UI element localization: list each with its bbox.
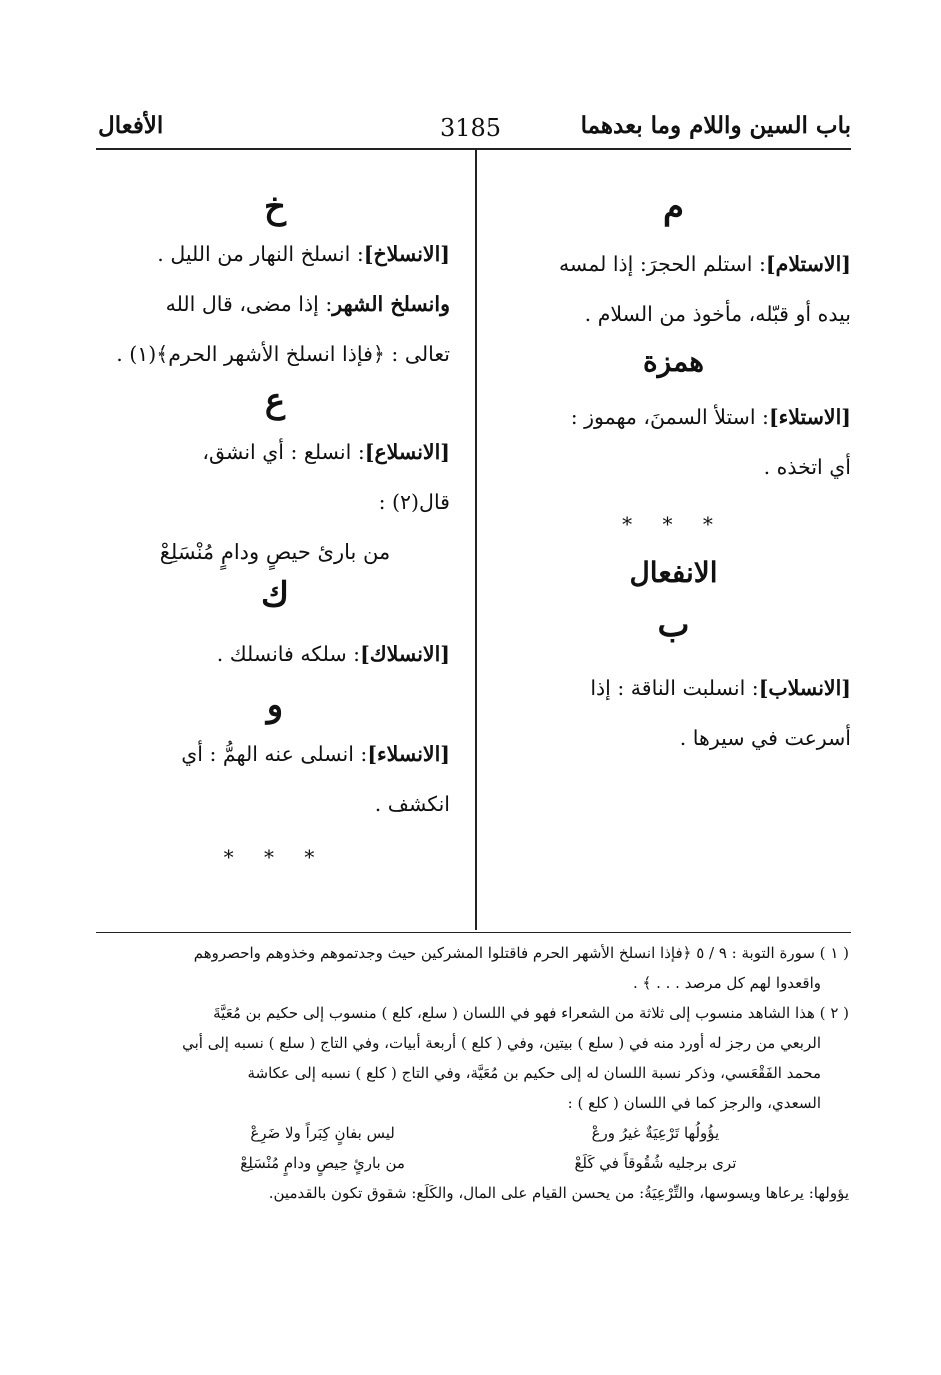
term-insila: [الانسلاع] [364,440,450,464]
term-insila2: [الانسلاء] [367,742,450,766]
poem-2-second-hemistich: من بارئٍ حِيصٍ ودامٍ مُنْسَلِعْ [240,1154,405,1172]
verse-line: من بارئ حيصٍ ودامٍ مُنْسَلِعْ [159,540,391,564]
poem-1-first-hemistich: يؤُولُها تَرْعِيَةٌ غيرُ ورعْ [591,1124,720,1142]
heading-infial: الانفعال [629,556,718,589]
entry-istila [496,392,851,492]
entry-istilam [496,239,851,339]
footnote-2-line-1: ( ٢ ) هذا الشاهد منسوب إلى ثلاثة من الشعراء فهو في اللسان ( سلع، كلع ) منسوب إلى حكيم بن مُعَيَّةَ [213,1004,849,1022]
letter-ain: ع [264,381,286,421]
insilab-text-1: : انسلبت الناقة : إذا [590,676,759,700]
poem-row-1 [109,1118,849,1148]
istilam-text-2: بيده أو قبّله، مأخوذ من السلام . [584,302,851,326]
term-insilab: [الانسلاب] [758,676,851,700]
entry-insila [100,427,450,527]
term-insilakh: [الانسلاخ] [363,242,450,266]
istilam-text-1: : استلم الحجرَ: إذا لمسه [558,252,766,276]
insilakh-text-3: تعالى : ﴿فإذا انسلخ الأشهر الحرم﴾(١) . [116,342,450,366]
letter-kha: خ [264,187,286,227]
poem-row-2 [109,1148,849,1178]
insilakh-text-2-bold: وانسلخ الشهر [332,292,450,316]
column-divider [475,150,477,930]
entry-insilab [496,663,851,763]
entry-insilakh [100,229,450,379]
entry-insilak [100,629,450,679]
insilakh-text-2: : إذا مضى، قال الله [165,292,333,316]
insila2-text-1: : انسلى عنه الهمُّ : أي [181,742,368,766]
insilab-text-2: أسرعت في سيرها . [679,726,851,750]
letter-ba: ب [657,605,690,645]
separator-stars: * * * [622,512,725,536]
footnote-1-line-1: ( ١ ) سورة التوبة : ٩ / ٥ ﴿فإذا انسلخ الأشهر الحرم فاقتلوا المشركين حيث وجدتموهم وخذوهم واحصروهم [193,944,849,962]
letter-kaf: ك [260,575,290,615]
heading-hamza: همزة [642,345,705,378]
letter-waw: و [266,685,284,725]
insilak-text: : سلكه فانسلك . [216,642,361,666]
letter-meem: م [662,187,685,227]
footnotes [109,938,849,1208]
insila-text-2: قال(٢) : [378,490,450,514]
chapter-title: باب السين واللام وما بعدهما [580,112,851,139]
insilakh-text-1: : انسلخ النهار من الليل . [157,242,364,266]
entry-insila2 [100,729,450,829]
istila-text-1: : استلأ السمنَ، مهموز : [570,405,769,429]
poem-1-second-hemistich: ليس بفانٍ كِبَراً ولا ضَرِعْ [250,1124,395,1142]
footnote-1-line-2: واقعدوا لهم كل مرصد . . . ﴾ . [633,974,821,992]
insila2-text-2: انكشف . [374,792,450,816]
separator-stars-left: * * * [223,845,327,869]
footnote-gloss: يؤولها: يرعاها ويسوسها، والتِّرْعِيَةُ: من يحسن القيام على المال، والكَلَع: شقوق تكون بالقدمين. [268,1184,849,1202]
term-istilam: [الاستلام] [765,252,851,276]
term-istila: [الاستلاء] [768,405,851,429]
footnote-2-line-3: محمد الفَقْعَسي، وذكر نسبة اللسان له إلى حكيم بن مُعَيَّة، وفي التاج ( كلع ) نسبه إلى عكاشة [247,1064,821,1082]
footnote-2-line-2: الربعي من رجز له أورد منه في ( سلع ) بيتين، وفي ( كلع ) أربعة أبيات، وفي التاج ( سلع ) نسبه إلى أبي [182,1034,821,1052]
left-column [100,165,450,869]
poem-2-first-hemistich: ترى برجليه شُقُوقاً في كَلَعْ [574,1154,737,1172]
insila-text-1: : انسلع : أي انشق، [202,440,365,464]
section-title: الأفعال [98,112,164,139]
footnote-rule [96,932,851,933]
right-column [496,165,851,763]
term-insilak: [الانسلاك] [360,642,450,666]
header-rule [96,148,851,150]
page-number: 3185 [439,114,502,142]
istila-text-2: أي اتخذه . [763,455,851,479]
footnote-2-line-4: السعدي، والرجز كما في اللسان ( كلع ) : [567,1094,821,1112]
